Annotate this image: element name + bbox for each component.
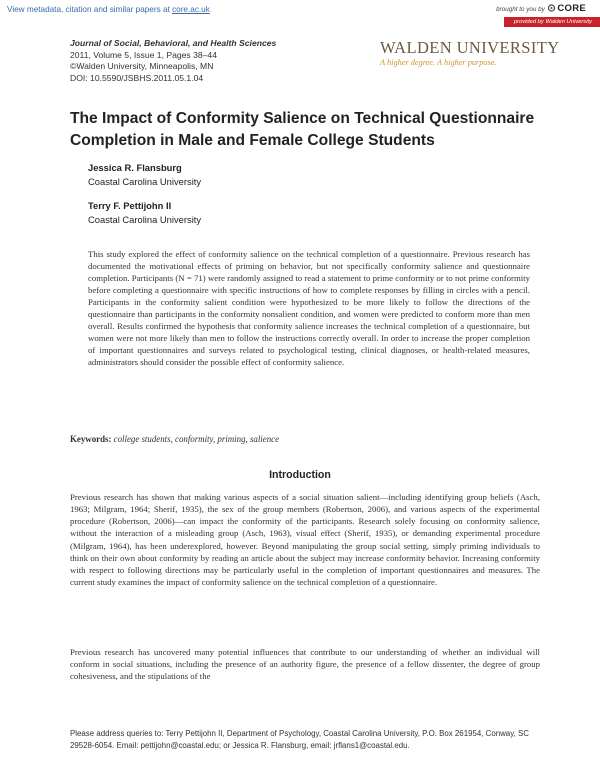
author-affiliation: Coastal Carolina University [88,175,202,187]
core-provided-by[interactable]: provided by Walden University [504,17,600,27]
keywords-terms: college students, conformity, priming, salience [113,434,280,444]
author-affiliation: Coastal Carolina University [88,213,202,225]
author-name: Jessica R. Flansburg [88,162,182,173]
intro-paragraph-1: Previous research has shown that making various aspects of a social situation salient—including identifying group beliefs (Asch, 1963; Milgram, 1964; Sherif, 1935), the sex of the group members (Robertson, 2006), and various aspects of the experimental procedure (Robertson, 2006)—can impact the conformity of the participants. Research solely focusing on conformity salience, without the interaction of a misleading group (Asch, 1963), visual effect (Sherif, 1935), or demanding experimental procedure (Milgram, 1964), has been underexplored, however. Beyond manipulating the group social setting, simply priming individuals to think on their own about conformity by reading an article about the subject may increase conformity behavior. Increasing conformity with respect to following directions may be particularly useful in the completion of important questionnaires and measures. The current study examines the impact of conformity salience on the technical completion of a questionnaire. [70,492,540,588]
journal-title: Journal of Social, Behavioral, and Health Sciences [70,38,277,48]
journal-info [70,38,276,84]
author-block [88,199,201,227]
core-brought-by[interactable]: brought to you by CORE [496,3,586,14]
intro-paragraph-2: Previous research has uncovered many potential influences that contribute to our understanding of whether an individual will conform in social situations, including the presence of an authority figure, the presence of a fellow dissenter, the degree of group cohesiveness, and the stipulations of the [70,647,540,682]
author-block [88,161,201,189]
abstract: This study explored the effect of conformity salience on the technical completion of a questionnaire. Previous research has documented the motivational effects of priming on behavior, but not specifically conformity salience and questionnaire completion. Participants (N = 71) were randomly assigned to read a statement to prime conformity or to not prime conformity before completing a questionnaire with specific instructions of how to complete responses by filling in circles with a pencil. Participants in the conformity salient condition were hypothesized to be more likely to follow the directions of the questionnaire than participants in the conformity nonsalient condition, and women were predicted to conform more than men overall. Results confirmed the hypothesis that conformity salience increases the technical completion of a questionnaire, but women were not more likely than men to follow the instructions correctly overall. In order to increase the proper completion of important questionnaires and surveys related to psychological testing, clinical diagnoses, or health-related measures, administrators should consider the possible effect of conformity salience. [88,249,530,367]
core-logo-icon [547,4,556,12]
author-name: Terry F. Pettijohn II [88,200,172,211]
keywords [70,434,279,444]
section-heading: Introduction [269,469,331,481]
keywords-label: Keywords: [70,434,112,444]
core-metadata-link[interactable]: View metadata, citation and similar papers at core.ac.uk [7,5,210,14]
core-banner [0,0,600,26]
journal-volume: 2011, Volume 5, Issue 1, Pages 38–44 [70,49,217,60]
journal-copyright: ©Walden University, Minneapolis, MN [70,61,214,72]
paper-title: The Impact of Conformity Salience on Technical Questionnaire Completion in Male and Female College Students [70,110,535,149]
walden-logo [380,38,560,67]
correspondence-footnote: Please address queries to: Terry Pettijohn II, Department of Psychology, Coastal Carolina University, P.O. Box 261954, Conway, SC 29528-6054. Email: pettijohn@coastal.edu; or Jessica R. Flansburg, email: jrflans1@coastal.edu. [70,729,529,751]
logo-tagline: A higher degree. A higher purpose. [380,58,497,67]
logo-name: WALDEN UNIVERSITY [380,38,560,57]
journal-doi: DOI: 10.5590/JSBHS.2011.05.1.04 [70,72,204,83]
